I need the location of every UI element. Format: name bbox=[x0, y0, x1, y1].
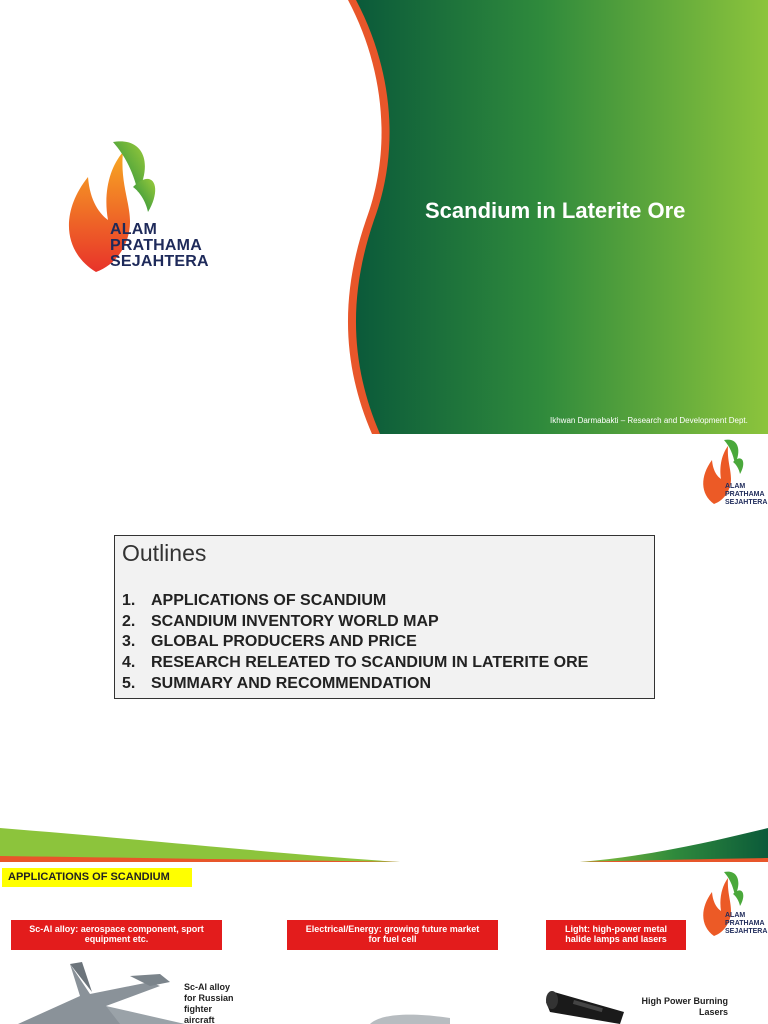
header-swoosh bbox=[0, 828, 768, 868]
outline-number: 3. bbox=[122, 633, 136, 651]
outline-text: SCANDIUM INVENTORY WORLD MAP bbox=[151, 612, 439, 630]
box-line-1: Electrical/Energy: growing future market bbox=[305, 924, 480, 934]
caption-line-1: High Power Burning bbox=[641, 996, 728, 1006]
outline-text: APPLICATIONS OF SCANDIUM bbox=[151, 592, 387, 609]
logo-line-3: SEJAHTERA bbox=[725, 499, 768, 506]
box-line-2: halide lamps and lasers bbox=[565, 934, 667, 944]
caption-line-1: Sc-Al alloy bbox=[184, 982, 231, 992]
laser-caption bbox=[628, 996, 728, 1018]
author-credit: Ikhwan Darmabakti – Research and Development Dept. bbox=[550, 416, 748, 425]
outline-item bbox=[122, 591, 588, 612]
outline-number: 2. bbox=[122, 612, 136, 630]
logo-line-3: SEJAHTERA bbox=[110, 253, 209, 270]
company-logo-text bbox=[110, 222, 209, 270]
application-box-light bbox=[546, 920, 686, 950]
logo-line-3: SEJAHTERA bbox=[725, 928, 768, 935]
title-slide bbox=[0, 0, 768, 434]
company-logo-text bbox=[725, 912, 767, 936]
box-line-2: for fuel cell bbox=[368, 934, 417, 944]
outline-box bbox=[114, 535, 655, 699]
logo-line-1: ALAM bbox=[725, 483, 746, 490]
presentation-title: Scandium in Laterite Ore bbox=[425, 198, 686, 223]
outline-slide bbox=[0, 434, 768, 828]
outline-item bbox=[122, 632, 588, 653]
outline-item bbox=[122, 612, 588, 633]
fighter-jet-image bbox=[10, 956, 185, 1024]
application-box-alloy bbox=[11, 920, 222, 950]
application-box-energy bbox=[287, 920, 498, 950]
outline-number: 5. bbox=[122, 674, 136, 692]
outline-text: GLOBAL PRODUCERS AND PRICE bbox=[151, 633, 417, 651]
outline-item bbox=[122, 674, 588, 695]
box-line-1: Light: high-power metal bbox=[565, 924, 667, 934]
outline-number: 4. bbox=[122, 654, 136, 672]
outline-heading: Outlines bbox=[122, 540, 207, 566]
caption-line-4: aircraft bbox=[184, 1015, 215, 1024]
caption-line-2: Lasers bbox=[698, 1007, 728, 1017]
logo-line-2: PRATHAMA bbox=[725, 920, 765, 927]
fuel-cell-image bbox=[370, 1012, 450, 1024]
outline-number: 1. bbox=[122, 592, 136, 609]
outline-text: RESEARCH RELEATED TO SCANDIUM IN LATERITE ORE bbox=[151, 654, 589, 672]
caption-line-3: fighter bbox=[184, 1004, 212, 1014]
outline-text: SUMMARY AND RECOMMENDATION bbox=[151, 674, 431, 692]
outline-list bbox=[122, 591, 588, 695]
box-line-2: equipment etc. bbox=[84, 934, 149, 944]
logo-line-1: ALAM bbox=[725, 912, 746, 919]
section-label: APPLICATIONS OF SCANDIUM bbox=[2, 868, 192, 887]
logo-line-2: PRATHAMA bbox=[725, 491, 765, 498]
box-line-1: Sc-Al alloy: aerospace component, sport bbox=[29, 924, 204, 934]
company-logo-text bbox=[725, 483, 767, 507]
applications-slide bbox=[0, 828, 768, 1024]
caption-line-2: for Russian bbox=[184, 993, 234, 1003]
jet-caption bbox=[184, 982, 244, 1024]
logo-line-2: PRATHAMA bbox=[110, 237, 202, 254]
outline-item bbox=[122, 653, 588, 674]
logo-line-1: ALAM bbox=[110, 221, 158, 238]
